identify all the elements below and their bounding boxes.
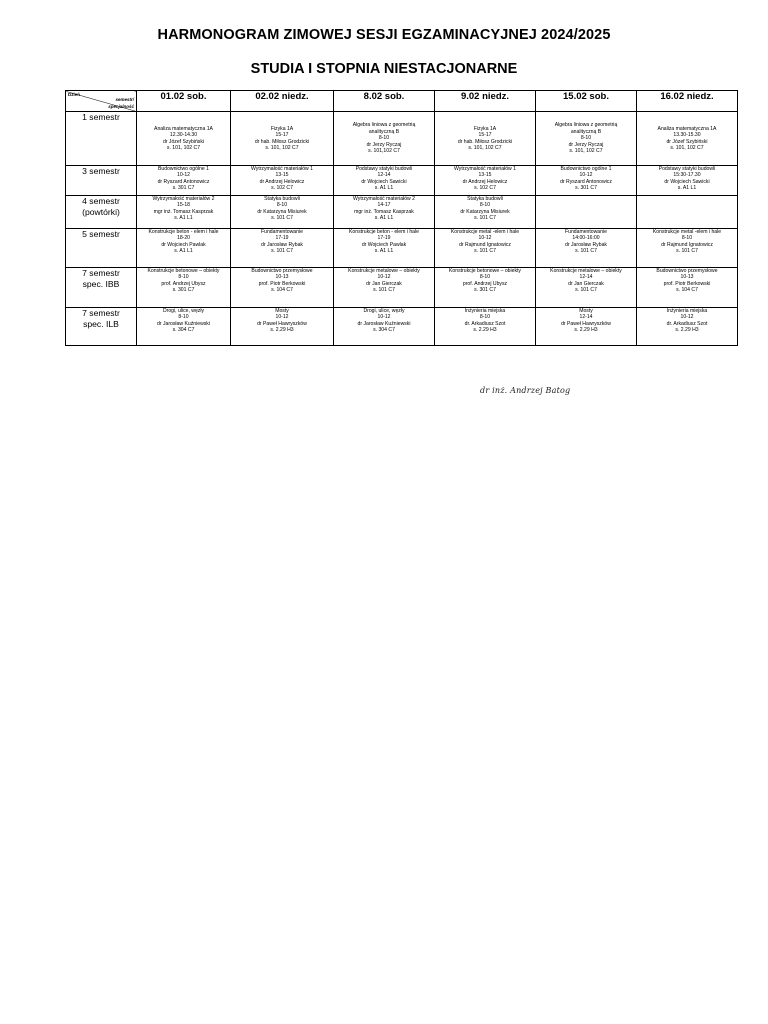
table-row — [66, 229, 738, 268]
table-row — [66, 112, 738, 166]
exam-cell — [231, 112, 334, 166]
exam-cell-line: Algebra liniowa z geometrią — [554, 122, 618, 129]
exam-cell-line: Fundamentowanie — [261, 229, 303, 235]
exam-cell-line: s. 301 C7 — [172, 287, 195, 294]
exam-cell-line: s. 2.29 H3 — [574, 327, 598, 334]
semester-label: 1 semestr — [66, 112, 137, 166]
exam-cell-line: dr Jarosław Kuźniewski — [357, 320, 411, 327]
day-header: 01.02 sob. — [137, 91, 231, 112]
day-header: 9.02 niedz. — [435, 91, 536, 112]
exam-cell-line: Inżynieria miejska — [666, 308, 708, 314]
exam-cell-line: dr Rajmund Ignatowicz — [661, 241, 713, 248]
exam-cell-line: Konstrukcje metal -elem i hale — [450, 229, 520, 235]
exam-cell-line: 15-17 — [275, 132, 289, 139]
exam-cell-line: s. 301 C7 — [172, 185, 195, 192]
corner-label-specialty: specjalność — [108, 104, 134, 109]
exam-cell-line: s. 101,102 C7 — [368, 148, 400, 155]
exam-cell-line: dr. Arkadiusz Szot — [666, 320, 708, 327]
exam-cell-line: s. 101 C7 — [373, 287, 395, 294]
exam-cell-line: Fundamentowanie — [565, 229, 607, 235]
exam-cell-line: Konstrukcje metal -elem i hale — [652, 229, 722, 235]
exam-cell-line: dr Jerzy Ryczaj — [366, 141, 402, 148]
exam-cell — [435, 229, 536, 268]
document-title: HARMONOGRAM ZIMOWEJ SESJI EGZAMINACYJNEJ 2024/2025 — [157, 27, 611, 43]
exam-cell-line: s. 101 C7 — [575, 248, 597, 255]
exam-cell-line: Statyka budowli — [264, 196, 300, 202]
exam-cell-line: mgr inż. Tomasz Kasprzak — [354, 208, 414, 215]
exam-cell-line: s. 304 C7 — [172, 327, 195, 334]
exam-cell-line: Podstawy statyki budowli — [658, 166, 716, 172]
exam-cell-line: dr Jan Gierczak — [568, 280, 604, 287]
exam-cell-line: Konstrukcje betonowe – obiekty — [147, 268, 220, 274]
exam-cell-line: Konstrukcje metalowe – obiekty — [550, 268, 622, 274]
exam-cell-line: dr Ryszard Antonowicz — [560, 178, 612, 185]
exam-cell-line: dr Wojciech Sawicki — [361, 178, 407, 185]
exam-cell-line: 12.30-14.30 — [169, 132, 198, 139]
exam-cell-line: Wytrzymałość materiałów 2 — [152, 196, 215, 202]
exam-cell-line: s. 101 C7 — [474, 215, 496, 222]
exam-cell-line: s. 101, 102 C7 — [468, 144, 502, 151]
exam-cell-line: Inżynieria miejska — [464, 308, 506, 314]
exam-cell-line: 13-15 — [275, 172, 289, 179]
exam-cell — [231, 166, 334, 196]
exam-cell-line: Konstrukcje beton - elem i hale — [349, 229, 419, 235]
exam-cell — [536, 308, 637, 346]
day-header: 15.02 sob. — [536, 91, 637, 112]
exam-cell-line: s. 301 C7 — [474, 287, 496, 294]
exam-cell-line: 8-10 — [479, 314, 491, 321]
exam-cell-line: 10-13 — [275, 274, 289, 281]
exam-cell-line: dr Katarzyna Misiurek — [257, 208, 307, 215]
exam-cell-line: s. 104 C7 — [271, 287, 293, 294]
exam-cell — [536, 229, 637, 268]
exam-cell-line: mgr inż. Tomasz Kasprzak — [153, 208, 214, 215]
exam-cell-line: s. A1 L1 — [374, 215, 394, 222]
exam-cell-line: 10-12 — [579, 172, 593, 179]
exam-cell — [637, 268, 738, 308]
semester-label: 5 semestr — [66, 229, 137, 268]
exam-cell-line: s. 104 C7 — [676, 287, 698, 294]
exam-cell-line: s. 101, 102 C7 — [670, 144, 704, 151]
exam-cell-line: Fizyka 1A — [473, 125, 497, 132]
signature: dr inż. Andrzej Batog — [480, 386, 571, 395]
exam-cell-line: s. 2.29 H3 — [675, 327, 699, 334]
exam-cell-line: s. 101, 102 C7 — [265, 144, 299, 151]
exam-cell — [435, 268, 536, 308]
exam-cell — [435, 308, 536, 346]
exam-cell-line: s. 301 C7 — [575, 185, 597, 192]
exam-cell-line: analityczną B — [368, 128, 400, 135]
exam-cell — [334, 112, 435, 166]
exam-cell-line: 12-14 — [579, 314, 593, 321]
exam-cell — [536, 196, 637, 229]
exam-cell-line: Analiza matematyczna 1A — [657, 125, 717, 132]
exam-cell-line: dr Józef Szybiński — [666, 138, 708, 145]
semester-label: 7 semestr spec. IBB — [66, 268, 137, 308]
exam-cell-line: dr Ryszard Antonowicz — [157, 178, 210, 185]
exam-cell-line: s. 101 C7 — [271, 215, 293, 222]
exam-cell — [536, 166, 637, 196]
exam-cell-line: s. 102 C7 — [474, 185, 496, 192]
exam-cell-line: 13-15 — [478, 172, 492, 179]
exam-cell-line: 10-13 — [680, 274, 694, 281]
day-header: 16.02 niedz. — [637, 91, 738, 112]
exam-cell-line: Algebra liniowa z geometrią — [352, 122, 416, 129]
exam-cell-line: 12-14 — [579, 274, 593, 281]
exam-cell-line: Konstrukcje betonowe – obiekty — [449, 268, 521, 274]
exam-cell — [435, 112, 536, 166]
exam-cell — [137, 308, 231, 346]
exam-cell-line: 8-10 — [580, 135, 592, 142]
exam-cell-line: Statyka budowli — [467, 196, 503, 202]
exam-cell-line: 15-17 — [478, 132, 492, 139]
exam-cell-line: dr Wojciech Pawlak — [161, 241, 206, 248]
exam-cell-line: dr Katarzyna Misiurek — [460, 208, 510, 215]
day-header: 02.02 niedz. — [231, 91, 334, 112]
exam-cell — [231, 196, 334, 229]
semester-label: 3 semestr — [66, 166, 137, 196]
exam-cell-line: prof. Piotr Berkowski — [258, 280, 306, 287]
exam-cell — [637, 308, 738, 346]
exam-cell-line: s. 304 C7 — [373, 327, 395, 334]
corner-label-semester: semestr/ — [115, 97, 134, 102]
exam-cell-line: prof. Andrzej Ubysz — [161, 280, 206, 287]
exam-cell-line: Budownictwo ogólne 1 — [158, 166, 209, 172]
exam-cell — [334, 308, 435, 346]
exam-cell — [536, 268, 637, 308]
exam-cell-line: 13.30-15.30 — [673, 132, 701, 139]
exam-cell-line: prof. Andrzej Ubysz — [462, 280, 508, 287]
corner-label-day: Dzień — [68, 92, 81, 97]
exam-cell — [637, 229, 738, 268]
exam-cell — [435, 166, 536, 196]
exam-cell-line: 14:00-16:00 — [572, 235, 600, 242]
exam-cell-line: 17-19 — [377, 235, 391, 242]
exam-cell-line: s. 101, 102 C7 — [569, 148, 603, 155]
semester-label: 7 semestr spec. ILB — [66, 308, 137, 346]
exam-cell-line: prof. Piotr Berkowski — [663, 280, 711, 287]
exam-schedule-table — [65, 90, 738, 346]
document-subtitle: STUDIA I STOPNIA NIESTACJONARNE — [250, 61, 518, 77]
exam-cell-line: dr Wojciech Pawlak — [361, 241, 407, 248]
exam-cell-line: s. A1 L1 — [374, 185, 394, 192]
exam-cell — [231, 268, 334, 308]
exam-cell — [137, 166, 231, 196]
exam-cell — [137, 196, 231, 229]
exam-cell-line: s. 2.29 H3 — [270, 327, 294, 334]
exam-cell-line: Budownictwo ogólne 1 — [560, 166, 612, 172]
exam-cell-line: Wytrzymałość materiałów 1 — [454, 166, 516, 172]
exam-cell-line: Budownictwo przemysłowe — [656, 268, 718, 274]
day-header: 8.02 sob. — [334, 91, 435, 112]
table-row — [66, 166, 738, 196]
exam-cell-line: s. A1 L1 — [374, 248, 394, 255]
exam-cell-line: 8-10 — [378, 135, 390, 142]
exam-cell-line: Analiza matematyczna 1A — [154, 125, 213, 132]
exam-cell-line: 18-20 — [176, 235, 191, 242]
exam-cell-line: analityczną B — [570, 128, 602, 135]
table-row — [66, 308, 738, 346]
exam-cell — [637, 166, 738, 196]
exam-cell-line: 10-12 — [377, 274, 391, 281]
exam-cell-line: 10-12 — [680, 314, 694, 321]
exam-cell-line: dr. Arkadiusz Szot — [464, 320, 506, 327]
exam-cell-line: dr Jan Gierczak — [366, 280, 402, 287]
exam-cell-line: 8-10 — [681, 235, 693, 242]
exam-cell-line: 8-10 — [178, 314, 189, 321]
exam-cell-line: dr Jarosław Rybak — [565, 241, 607, 248]
exam-cell-line: Mosty — [579, 308, 593, 314]
exam-cell-line: s. 102 C7 — [271, 185, 293, 192]
table-row — [66, 196, 738, 229]
exam-cell-line: 15:30-17.30 — [673, 172, 701, 179]
exam-cell-line: 8-10 — [479, 274, 491, 281]
exam-cell-line: s. 2.29 H3 — [473, 327, 497, 334]
exam-cell-line: 10-12 — [478, 235, 492, 242]
exam-cell-line: dr Andrzej Helowicz — [462, 178, 508, 185]
exam-cell — [137, 112, 231, 166]
exam-cell-line: 10-12 — [377, 314, 391, 321]
semester-label: 4 semestr (powtórki) — [66, 196, 137, 229]
exam-cell-line: 15-18 — [176, 202, 191, 209]
exam-cell-line: Drogi, ulice, węzły — [363, 308, 405, 314]
exam-cell — [334, 196, 435, 229]
exam-cell-line: Podstawy statyki budowli — [355, 166, 413, 172]
exam-cell-line: Drogi, ulice, węzły — [162, 308, 205, 314]
exam-cell — [334, 229, 435, 268]
exam-cell-line: Konstrukcje beton - elem i hale — [148, 229, 219, 235]
exam-cell-line: Konstrukcje metalowe – obiekty — [348, 268, 420, 274]
exam-cell-line: dr Paweł Hawryszków — [561, 320, 611, 327]
exam-cell-line: dr hab. Miłosz Grodzicki — [254, 138, 310, 145]
exam-cell — [435, 196, 536, 229]
exam-cell-line: 8-10 — [276, 202, 288, 209]
exam-cell — [334, 268, 435, 308]
table-row — [66, 268, 738, 308]
exam-cell-line: 12-14 — [377, 172, 391, 179]
exam-cell — [137, 268, 231, 308]
exam-cell-line: s. 101 C7 — [575, 287, 597, 294]
exam-cell-line: s. 101 C7 — [474, 248, 496, 255]
corner-header-cell — [66, 91, 137, 112]
exam-cell-line: s. 101 C7 — [676, 248, 698, 255]
exam-cell-line: 8-10 — [178, 274, 189, 281]
exam-cell-line: dr Paweł Hawryszków — [257, 320, 307, 327]
exam-cell — [334, 166, 435, 196]
exam-cell-line: dr Jerzy Ryczaj — [568, 141, 604, 148]
exam-cell-line: dr Jarosław Kuźniewski — [157, 320, 210, 327]
exam-cell-line: s. A1 L1 — [677, 185, 697, 192]
exam-cell-line: 10-12 — [176, 172, 191, 179]
exam-cell-line: Mosty — [275, 308, 289, 314]
exam-cell-line: s. A1 L1 — [174, 215, 193, 222]
exam-cell — [536, 112, 637, 166]
exam-cell-line: 10-12 — [275, 314, 289, 321]
exam-cell — [231, 229, 334, 268]
exam-cell-line: 17-19 — [275, 235, 289, 242]
exam-cell-line: dr hab. Miłosz Grodzicki — [457, 138, 513, 145]
exam-cell — [637, 112, 738, 166]
exam-cell-line: 8-10 — [479, 202, 491, 209]
exam-cell-line: s. 101, 102 C7 — [166, 144, 201, 151]
exam-cell — [231, 308, 334, 346]
exam-cell-line: dr Józef Szybiński — [162, 138, 205, 145]
exam-cell-line: dr Andrzej Helowicz — [259, 178, 305, 185]
exam-cell-line: s. 101 C7 — [271, 248, 293, 255]
exam-cell-line: 14-17 — [377, 202, 391, 209]
exam-cell-line: Fizyka 1A — [270, 125, 294, 132]
header-row — [66, 91, 738, 112]
exam-cell-line: dr Wojciech Sawicki — [664, 178, 710, 185]
exam-cell — [637, 196, 738, 229]
exam-cell-line: s. A1 L1 — [174, 248, 193, 255]
exam-cell-line: dr Jarosław Rybak — [261, 241, 303, 248]
exam-cell-line: dr Rajmund Ignatowicz — [459, 241, 511, 248]
exam-cell-line: Wytrzymałość materiałów 1 — [251, 166, 313, 172]
exam-cell — [137, 229, 231, 268]
exam-cell-line: Wytrzymałość materiałów 2 — [353, 196, 415, 202]
exam-cell-line: Budownictwo przemysłowe — [251, 268, 313, 274]
